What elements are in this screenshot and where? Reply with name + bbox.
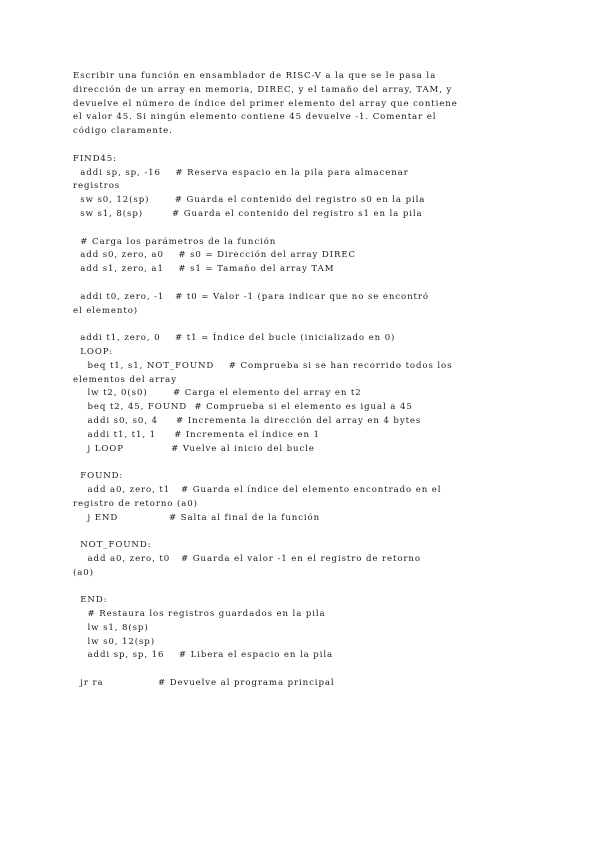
code-line: addi t0, zero, -1 # t0 = Valor -1 (para indicar que no se encontró — [73, 291, 429, 302]
code-line: add s1, zero, a1 # s1 = Tamaño del array TAM — [73, 264, 335, 275]
code-line: jr ra # Devuelve al programa principal — [73, 678, 335, 689]
code-line: j END # Salta al final de la función — [73, 512, 321, 523]
code-line: add s0, zero, a0 # s0 = Dirección del array DIREC — [73, 250, 356, 261]
code-line — [73, 525, 533, 539]
code-line: j LOOP # Vuelve al inicio del bucle — [73, 443, 315, 454]
code-line: addi s0, s0, 4 # Incrementa la dirección del array en 4 bytes — [73, 415, 422, 426]
code-line — [73, 456, 533, 470]
code-line — [73, 222, 533, 236]
statement-line: Escribir una función en ensamblador de RISC-V a la que se le pasa la — [73, 71, 437, 81]
code-line: addi t1, t1, 1 # Incrementa el índice en 1 — [73, 429, 320, 440]
statement-line: código claramente. — [73, 126, 173, 137]
code-line: sw s1, 8(sp) # Guarda el contenido del registro s1 en la pila — [73, 208, 423, 219]
code-line: END: — [73, 595, 108, 606]
code-line: sw s0, 12(sp) # Guarda el contenido del registro s0 en la pila — [73, 195, 426, 206]
code-line — [73, 663, 533, 677]
code-line: el elemento) — [73, 305, 139, 316]
code-line: addi sp, sp, 16 # Libera el espacio en la pila — [73, 650, 334, 661]
statement-line: dirección de un array en memoria, DIREC, y el tamaño del array, TAM, y — [73, 84, 453, 95]
code-line: beq t1, s1, NOT_FOUND # Comprueba si se han recorrido todos los — [73, 360, 453, 371]
code-line: add a0, zero, t1 # Guarda el índice del elemento encontrado en el — [73, 484, 442, 495]
document-body — [73, 70, 533, 691]
code-line: lw s0, 12(sp) — [73, 636, 155, 647]
code-line: addi t1, zero, 0 # t1 = Índice del bucle (inicializado en 0) — [73, 333, 396, 344]
code-line: lw s1, 8(sp) — [73, 622, 149, 633]
code-line: addi sp, sp, -16 # Reserva espacio en la pila para almacenar — [73, 167, 409, 178]
code-line: FIND45: — [73, 153, 117, 164]
code-line: # Restaura los registros guardados en la pila — [73, 609, 326, 620]
statement-line: devuelve el número de índice del primer elemento del array que contiene — [73, 98, 458, 109]
code-line: FOUND: — [73, 471, 124, 482]
code-line: (a0) — [73, 567, 94, 578]
code-line — [73, 580, 533, 594]
code-listing — [73, 153, 533, 691]
problem-statement — [73, 70, 533, 139]
code-line: LOOP: — [73, 346, 113, 357]
code-line — [73, 277, 533, 291]
code-line: beq t2, 45, FOUND # Comprueba si el elemento es igual a 45 — [73, 402, 413, 413]
code-line: lw t2, 0(s0) # Carga el elemento del array en t2 — [73, 388, 362, 399]
code-line: NOT_FOUND: — [73, 540, 152, 551]
statement-line: el valor 45. Si ningún elemento contiene 45 devuelve -1. Comentar el — [73, 112, 437, 123]
code-line: registros — [73, 181, 121, 192]
code-line: elementos del array — [73, 374, 177, 385]
code-line: # Carga los parámetros de la función — [73, 236, 277, 247]
code-line — [73, 318, 533, 332]
code-line: add a0, zero, t0 # Guarda el valor -1 en el registro de retorno — [73, 553, 421, 564]
code-line: registro de retorno (a0) — [73, 498, 198, 509]
spacer — [73, 139, 533, 153]
